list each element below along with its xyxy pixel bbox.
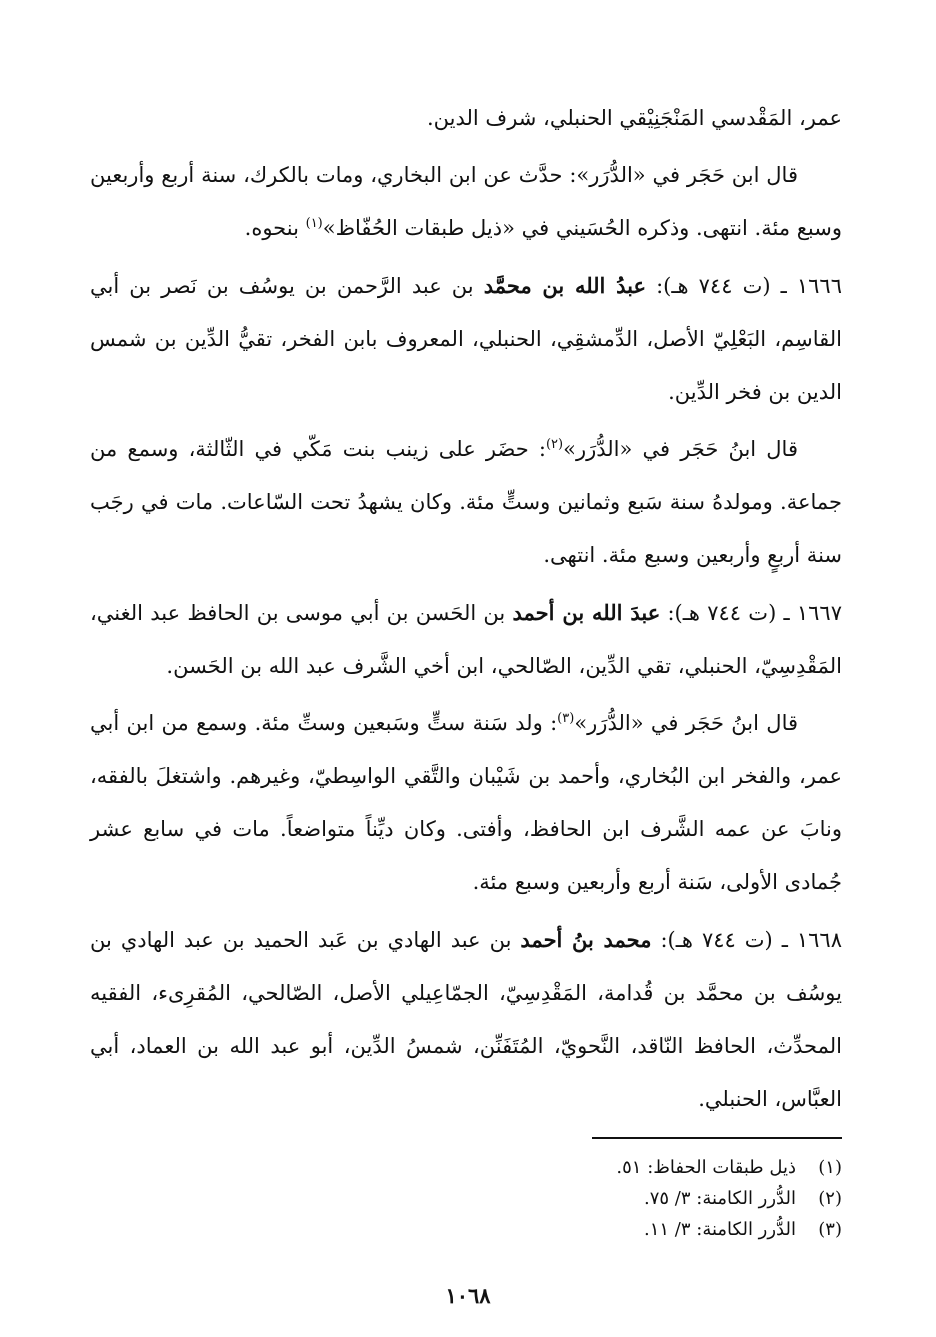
footnote-marker: (٣) <box>557 711 575 726</box>
footnote-text: ذيل طبقات الحفاظ: ٥١. <box>616 1157 796 1178</box>
paragraph-text: عمر، المَقْدسي المَنْجَنِيْقي الحنبلي، شرف الدين. <box>426 106 842 130</box>
entry-number: ١٦٦٦ ـ (ت ٧٤٤ هـ): <box>646 274 842 298</box>
entry-number: ١٦٦٨ ـ (ت ٧٤٤ هـ): <box>651 928 842 952</box>
paragraph-quote <box>90 423 842 582</box>
page-number: ١٠٦٨ <box>445 1283 491 1308</box>
paragraph-text: قال ابنُ حَجَر في «الدُّرَر» <box>574 711 799 735</box>
entry-name: عبدُ الله بن محمَّد <box>483 273 646 298</box>
footnote-number: (٢) <box>818 1188 842 1209</box>
footnote <box>142 1183 842 1214</box>
footnote-marker: (١) <box>305 216 323 231</box>
paragraph-quote <box>90 149 842 255</box>
paragraph-text: قال ابن حَجَر في «الدُّرَر»: حدَّث عن ابن البخاري، ومات بالكرك، سنة أربع وأربعين وسبع مئة. انتهى. وذكره الحُسَيني في «ذيل طبقات الحُفّاظ» <box>90 163 842 240</box>
footnote-number: (٣) <box>818 1219 842 1240</box>
biography-entry <box>90 259 842 419</box>
paragraph-continuation <box>90 92 842 145</box>
footnote-marker: (٢) <box>545 437 564 452</box>
entry-name: محمد بنُ أحمد <box>520 927 652 952</box>
footnote-text: الدُّرر الكامنة: ٣/ ١١. <box>643 1219 796 1240</box>
paragraph-text: قال ابنُ حَجَر في «الدُّرَر» <box>563 437 798 461</box>
page-body <box>90 92 842 1130</box>
footnote <box>142 1214 842 1245</box>
entry-name: عبدَ الله بن أحمد <box>512 600 661 625</box>
entry-text: بن عبد الهادي بن عَبد الحميد بن عبد الهادي بن يوسُف بن محمَّد بن قُدامة، المَقْدِسِيّ، الجمّاعِيلي الأصل، الصّالحي، المُقرِىء، الفقيه المحدِّث، الحافظ النّاقد، النَّحويّ، المُتَفَنِّن، شمسُ الدِّين، أبو عبد الله بن العماد، أبي العبَّاس، الحنبلي. <box>90 928 842 1111</box>
entry-text: بن الحَسن بن أبي موسى بن الحافظ عبد الغني، المَقْدِسِيّ، الحنبلي، تقي الدِّين، الصّالحي، ابن أخي الشَّرف عبد الله بن الحَسن. <box>90 601 842 678</box>
footnote-divider <box>592 1137 842 1139</box>
biography-entry <box>90 586 842 693</box>
footnotes <box>142 1152 842 1245</box>
paragraph-tail: : حضَر على زينب بنت مَكّي في الثّالثة، وسمع من جماعة. ومولدهُ سنة سَبع وثمانين وستٍّ مئة. وكان يشهدُ تحت السّاعات. مات في رجَب سنة أربعٍ وأربعين وسبع مئة. انتهى. <box>90 437 842 567</box>
paragraph-quote <box>90 697 842 909</box>
footnote-number: (١) <box>818 1157 842 1178</box>
biography-entry <box>90 913 842 1126</box>
paragraph-tail: بنحوه. <box>244 216 306 240</box>
footnote-text: الدُّرر الكامنة: ٣/ ٧٥. <box>643 1188 796 1209</box>
entry-text: بن عبد الرَّحمن بن يوسُف بن نَصر بن أبي القاسِم، البَعْلِيّ الأصل، الدِّمشقِي، الحنبلي، المعروف بابن الفخر، تقيُّ الدِّين بن شمس الدين بن فخر الدِّين. <box>90 274 842 404</box>
paragraph-tail: : ولد سَنة ستٍّ وسَبعين وستِّ مئة. وسمع من ابن أبي عمر، والفخر ابن البُخاري، وأحمد بن شَيْبان والتَّقي الواسِطيّ، وغيرهم. واشتغلَ بالفقه، ونابَ عن عمه الشَّرف ابن الحافظ، وأفتى. وكان ديِّناً متواضعاً. مات في سابع عشر جُمادى الأولى، سَنة أربع وأربعين وسبع مئة. <box>90 711 842 894</box>
entry-number: ١٦٦٧ ـ (ت ٧٤٤ هـ): <box>660 601 842 625</box>
footnote <box>142 1152 842 1183</box>
